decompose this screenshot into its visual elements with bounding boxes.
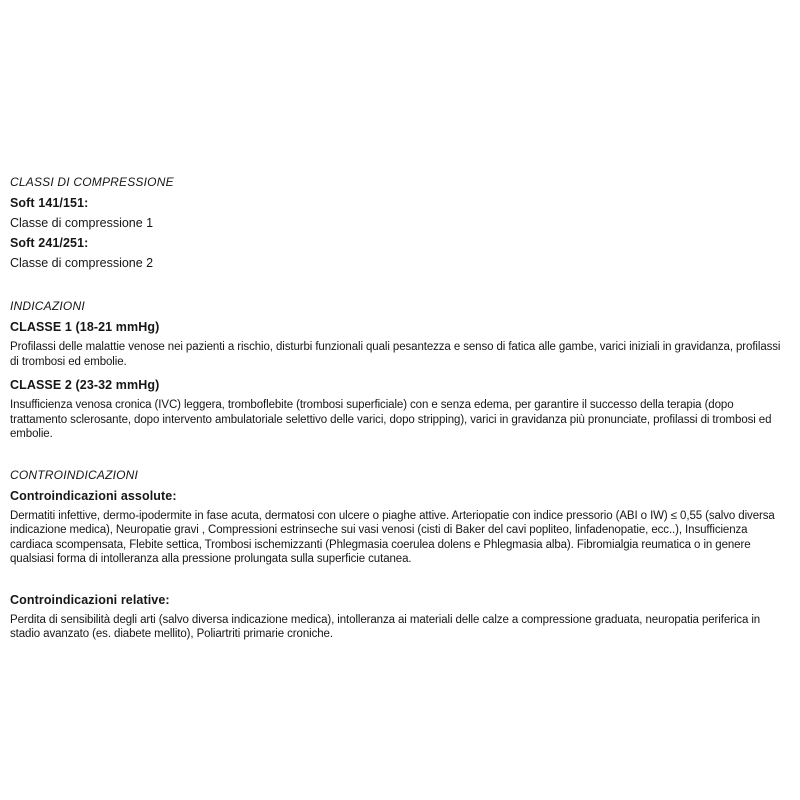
spec-label-soft-241-251: Soft 241/251: (10, 236, 89, 250)
contraindications-title: CONTROINDICAZIONI (10, 467, 139, 482)
section-contraindications (10, 469, 788, 642)
class-1-heading: CLASSE 1 (18-21 mmHg) (10, 320, 160, 334)
section-compression-classes (10, 176, 788, 270)
relative-contraindications-heading: Controindicazioni relative: (10, 592, 170, 607)
indications-title: INDICAZIONI (10, 299, 85, 313)
class-1-description: Profilassi delle malattie venose nei pazienti a rischio, disturbi funzionali quali pesantezza e senso di fatica alle gambe, varici iniziali in gravidanza, profilassi di trombosi ed embolie. (10, 341, 781, 368)
section-indications (10, 300, 788, 442)
class-2-description: Insufficienza venosa cronica (IVC) leggera, tromboflebite (trombosi superficiale) con e senza edema, per garantire il successo della terapia (dopo trattamento sclerosante, dopo intervento ambulatoriale selettivo delle varici, dopo stripping), varici in gravidanza più pronunciate, profilassi di trombosi ed embolie. (10, 399, 772, 440)
spec-value-compression-class-1: Classe di compressione 1 (10, 216, 154, 230)
absolute-contraindications-description: Dermatiti infettive, dermo-ipodermite in fase acuta, dermatosi con ulcere o piaghe attive. Arteriopatie con indice pressorio (ABI o IW) ≤ 0,55 (salvo diversa indicazione medica), Neuropatie gravi , Compressioni estrinseche sui vasi venosi (cisti di Baker del cavi popliteo, linfadenopatie, ecc..), Insufficienza cardiaca scompensata, Flebite settica, Trombosi ischemizzanti (Phlegmasia coerulea dolens e Phlegmasia alba). Fibromialgia reumatica o in genere qualsiasi forma di intolleranza alla pressione prolungata sulla superficie cutanea. (10, 509, 775, 565)
spec-label-soft-141-151: Soft 141/151: (10, 196, 89, 210)
compression-classes-title: CLASSI DI COMPRESSIONE (10, 175, 174, 189)
class-2-heading: CLASSE 2 (23-32 mmHg) (10, 378, 160, 392)
absolute-contraindications-heading: Controindicazioni assolute: (10, 488, 177, 503)
spec-value-compression-class-2: Classe di compressione 2 (10, 256, 154, 270)
relative-contraindications-description: Perdita di sensibilità degli arti (salvo diversa indicazione medica), intolleranza ai materiali delle calze a compressione graduata, neuropatia periferica in stadio avanzato (es. diabete mellito), Poliartriti primarie croniche. (10, 613, 761, 640)
